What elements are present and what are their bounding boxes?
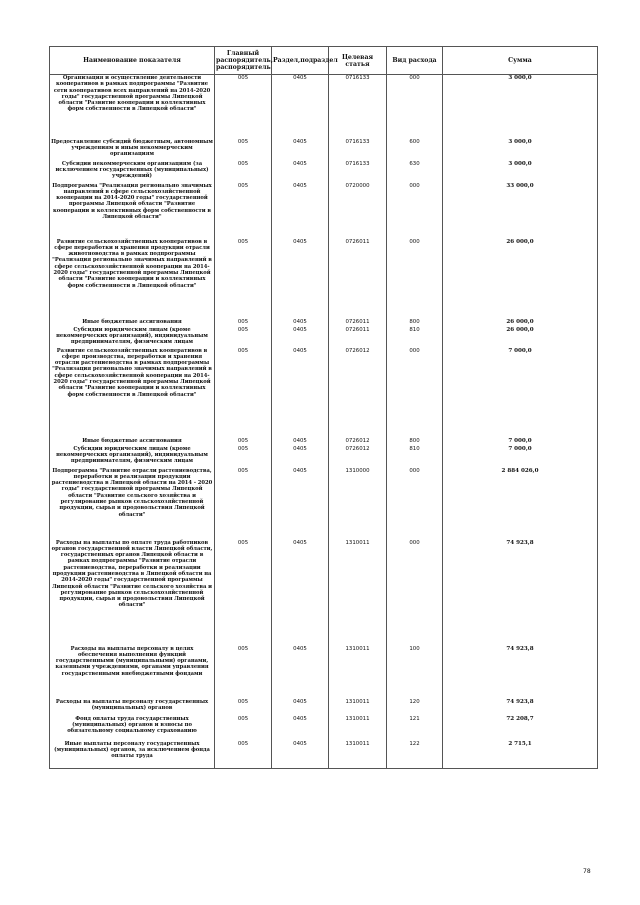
row-target-article: 0726011 (329, 239, 387, 319)
row-manager: 005 (215, 468, 272, 540)
table-row (50, 438, 598, 446)
row-manager: 005 (215, 646, 272, 699)
row-section: 0405 (272, 646, 329, 699)
table-row (50, 699, 598, 716)
table-row (50, 327, 598, 348)
row-name: Иные бюджетные ассигнования (50, 319, 215, 327)
row-amount: 3 000,0 (443, 161, 598, 183)
row-amount: 7 000,0 (443, 446, 598, 468)
row-name: Фонд оплаты труда государственных (муниципальных) органов и взносы по обязательному социальному страхованию (50, 716, 215, 741)
row-target-article: 0716133 (329, 161, 387, 183)
row-section: 0405 (272, 438, 329, 446)
row-name: Предоставление субсидий бюджетным, автономным учреждениям и иным некоммерческим организациям (50, 139, 215, 161)
row-expense-type: 810 (387, 446, 443, 468)
row-section: 0405 (272, 161, 329, 183)
row-manager: 005 (215, 741, 272, 769)
row-amount: 7 000,0 (443, 348, 598, 438)
header-section: Раздел,подраздел (272, 47, 329, 75)
table-row (50, 741, 598, 769)
row-amount: 26 000,0 (443, 239, 598, 319)
table-row (50, 139, 598, 161)
row-name: Субсидии юридическим лицам (кроме некоммерческих организаций), индивидуальным предпринимателям, физическим лицам (50, 446, 215, 468)
header-expense-type: Вид расхода (387, 47, 443, 75)
row-expense-type: 000 (387, 540, 443, 646)
row-target-article: 0726011 (329, 327, 387, 348)
row-manager: 005 (215, 699, 272, 716)
row-target-article: 0716133 (329, 75, 387, 139)
table-row (50, 75, 598, 139)
row-target-article: 1310011 (329, 699, 387, 716)
row-name: Расходы на выплаты персоналу государственных (муниципальных) органов (50, 699, 215, 716)
row-expense-type: 810 (387, 327, 443, 348)
row-target-article: 1310011 (329, 646, 387, 699)
row-manager: 005 (215, 75, 272, 139)
row-name: Развитие сельскохозяйственных кооперативов в сфере переработки и хранения продукции отрасли животноводства в рамках подпрограммы "Реализация регионально значимых направлений в сфере сельскохозяйственной кооперации на 2014-2020 годы" государственной программы Липецкой области "Развитие кооперации и коллективных форм собственности в Липецкой области" (50, 239, 215, 319)
table-row (50, 319, 598, 327)
header-name: Наименование показателя (50, 47, 215, 75)
table-row (50, 239, 598, 319)
row-amount: 26 000,0 (443, 319, 598, 327)
row-section: 0405 (272, 239, 329, 319)
row-expense-type: 630 (387, 161, 443, 183)
row-section: 0405 (272, 540, 329, 646)
row-section: 0405 (272, 446, 329, 468)
row-manager: 005 (215, 446, 272, 468)
row-manager: 005 (215, 348, 272, 438)
table-row (50, 446, 598, 468)
table-row (50, 540, 598, 646)
row-amount: 7 000,0 (443, 438, 598, 446)
row-manager: 005 (215, 327, 272, 348)
row-section: 0405 (272, 741, 329, 769)
row-manager: 005 (215, 438, 272, 446)
row-name: Субсидии некоммерческим организациям (за исключением государственных (муниципальных) учреждений) (50, 161, 215, 183)
table-header-row (50, 47, 598, 75)
header-target-article: Целевая статья (329, 47, 387, 75)
row-name: Подпрограмма "Реализация регионально значимых направлений в сфере сельскохозяйственной кооперации на 2014-2020 годы" государственной программы Липецкой области "Развитие кооперации и коллективных форм собственности в Липецкой области" (50, 183, 215, 239)
row-expense-type: 000 (387, 239, 443, 319)
header-amount: Сумма (443, 47, 598, 75)
row-manager: 005 (215, 183, 272, 239)
row-amount: 74 923,8 (443, 699, 598, 716)
row-amount: 33 000,0 (443, 183, 598, 239)
row-expense-type: 000 (387, 183, 443, 239)
row-expense-type: 100 (387, 646, 443, 699)
row-expense-type: 121 (387, 716, 443, 741)
row-target-article: 1310011 (329, 741, 387, 769)
row-expense-type: 000 (387, 348, 443, 438)
table-body (50, 75, 598, 769)
row-target-article: 0720000 (329, 183, 387, 239)
row-name: Организация и осуществление деятельности кооперативов в рамках подпрограммы "Развитие сети кооперативов всех направлений на 2014-2020 годы" государственной программы Липецкой области "Развитие кооперации и коллективных форм собственности в Липецкой области" (50, 75, 215, 139)
table-row (50, 161, 598, 183)
row-expense-type: 000 (387, 468, 443, 540)
row-amount: 3 000,0 (443, 75, 598, 139)
row-manager: 005 (215, 239, 272, 319)
table-row (50, 468, 598, 540)
row-section: 0405 (272, 319, 329, 327)
table-row (50, 348, 598, 438)
row-expense-type: 800 (387, 319, 443, 327)
table-row (50, 716, 598, 741)
row-target-article: 1310011 (329, 716, 387, 741)
page-number: 78 (583, 868, 591, 875)
row-section: 0405 (272, 468, 329, 540)
row-name: Развитие сельскохозяйственных кооперативов в сфере производства, переработки и хранения отрасли растениеводства в рамках подпрограммы "Реализация регионально значимых направлений в сфере сельскохозяйственной кооперации на 2014-2020 годы" государственной программы Липецкой области "Развитие кооперации и коллективных форм собственности в Липецкой области" (50, 348, 215, 438)
row-section: 0405 (272, 183, 329, 239)
row-amount: 2 715,1 (443, 741, 598, 769)
row-target-article: 0726012 (329, 438, 387, 446)
row-section: 0405 (272, 348, 329, 438)
row-amount: 3 000,0 (443, 139, 598, 161)
row-manager: 005 (215, 139, 272, 161)
row-name: Иные выплаты персоналу государственных (муниципальных) органов, за исключением фонда оплаты труда (50, 741, 215, 769)
row-amount: 72 208,7 (443, 716, 598, 741)
row-amount: 74 923,8 (443, 540, 598, 646)
row-expense-type: 800 (387, 438, 443, 446)
row-manager: 005 (215, 161, 272, 183)
row-target-article: 0716133 (329, 139, 387, 161)
table-row (50, 646, 598, 699)
row-manager: 005 (215, 540, 272, 646)
row-target-article: 1310000 (329, 468, 387, 540)
row-amount: 74 923,8 (443, 646, 598, 699)
row-target-article: 0726011 (329, 319, 387, 327)
row-target-article: 0726012 (329, 446, 387, 468)
budget-table (49, 46, 598, 769)
row-name: Иные бюджетные ассигнования (50, 438, 215, 446)
header-manager: Главный распорядитель, распорядитель (215, 47, 272, 75)
row-expense-type: 000 (387, 75, 443, 139)
row-expense-type: 600 (387, 139, 443, 161)
row-target-article: 0726012 (329, 348, 387, 438)
row-amount: 2 884 026,0 (443, 468, 598, 540)
row-expense-type: 120 (387, 699, 443, 716)
row-name: Расходы на выплаты персоналу в целях обеспечения выполнения функций государственными (муниципальными) органами, казенными учреждениями, органами управления государственными внебюджетными фондами (50, 646, 215, 699)
row-expense-type: 122 (387, 741, 443, 769)
row-name: Субсидии юридическим лицам (кроме некоммерческих организаций), индивидуальным предпринимателям, физическим лицам (50, 327, 215, 348)
row-section: 0405 (272, 699, 329, 716)
row-section: 0405 (272, 75, 329, 139)
row-target-article: 1310011 (329, 540, 387, 646)
row-manager: 005 (215, 319, 272, 327)
row-section: 0405 (272, 327, 329, 348)
row-name: Подпрограмма "Развитие отрасли растениеводства, переработки и реализации продукции растениеводства в Липецкой области на 2014 - 2020 годы" государственной программы Липецкой области "Развитие сельского хозяйства и регулирование рынков сельскохозяйственной продукции, сырья и продовольствия Липецкой области" (50, 468, 215, 540)
row-name: Расходы на выплаты по оплате труда работников органов государственной власти Липецкой области, государственных органов Липецкой области в рамках подпрограммы "Развитие отрасли растениеводства, переработки и реализации продукции растениеводства в Липецкой области на 2014-2020 годы" государственной программы Липецкой области "Развитие сельского хозяйства и регулирование рынков сельскохозяйственной продукции, сырья и продовольствия Липецкой области" (50, 540, 215, 646)
row-section: 0405 (272, 139, 329, 161)
table-row (50, 183, 598, 239)
row-manager: 005 (215, 716, 272, 741)
row-section: 0405 (272, 716, 329, 741)
row-amount: 26 000,0 (443, 327, 598, 348)
